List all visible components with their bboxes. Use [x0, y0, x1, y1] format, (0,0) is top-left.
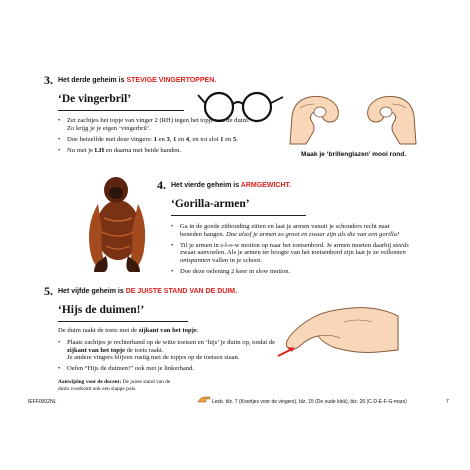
section-3-highlight: STEVIGE VINGERTOPPEN. [126, 77, 217, 84]
teacher-hand-icon [197, 395, 211, 404]
glasses-icon [197, 87, 285, 125]
list-item: • Ga in de goede zithouding zitten en laat je armen vanuit je schouders recht naar beneden hangen. Doe alsof je armen zo groot en zwaar zijn als die van een gorilla! [171, 223, 411, 238]
list-item: • Plaats zachtjes je rechterhand op de witte toetsen en ‘hijs’ je duim op, totdat de zijkant van het topje de toets raakt. Je andere vingers blijven rustig met de topjes op de toetsen staan. [58, 339, 283, 362]
footer-code: IEFF0002NL [28, 399, 57, 405]
list-item: • Nu met je LH en daarna met beide handen. [58, 147, 286, 155]
section-5-bullets [58, 339, 283, 376]
list-item: • Til je armen in s-l-o-w motion op naar het toetsenbord. Je armen moeten daarbij steeds zwaar aanvoelen. Als je armen ter hoogte van het toetsenbord zijn laat je ze volkomen ontspannen vallen in je schoot. [171, 242, 411, 265]
section-5-intro: Het vijfde geheim is DE JUISTE STAND VAN DE DUIM. [58, 288, 238, 295]
finger-glasses-hand-right-icon [350, 86, 420, 146]
section-5-number: 5. [44, 284, 53, 298]
section-3-caption: Maak je ‘brillenglazen’ mooi rond. [301, 151, 407, 158]
gorilla-illustration [84, 172, 150, 274]
page-number: 7 [446, 399, 449, 405]
section-3-title: ‘De vingerbril’ [58, 93, 132, 105]
section-4-intro: Het vierde geheim is ARMGEWICHT. [171, 182, 291, 189]
section-3-title-rule [58, 110, 184, 111]
section-5-title: ‘Hijs de duimen!’ [58, 304, 145, 316]
finger-glasses-hand-left-icon [286, 86, 348, 146]
section-3-intro: Het derde geheim is STEVIGE VINGERTOPPEN. [58, 77, 217, 84]
section-4-highlight: ARMGEWICHT. [240, 182, 291, 189]
thumb-hand-icon [274, 304, 400, 364]
teacher-note: Aanwijzing voor de docent: De juiste stand van de duim voorkomt ook een slappe pols. [58, 379, 171, 392]
list-item: • Doe hetzelfde met deze vingers: 1 en 3, 1 en 4, en tot slot 1 en 5. [58, 136, 286, 144]
list-item: • Oefen “Hijs de duimen!” ook met je linkerhand. [58, 365, 283, 373]
section-3-number: 3. [44, 73, 53, 87]
section-5-title-rule [58, 321, 188, 322]
teacher-note-label: Aanwijzing voor de docent: [58, 379, 122, 385]
section-4-title: ‘Gorilla-armen’ [171, 198, 250, 210]
list-item: • Doe deze oefening 2 keer in slow motion. [171, 268, 411, 276]
section-4-bullets [171, 223, 411, 279]
footer-references: Lesb. blz. 7 (Koortjes voor de vingers), blz. 15 (De oude klok), blz. 26 (C-D-E-F-G-mars) [212, 399, 407, 405]
section-4-number: 4. [157, 178, 166, 192]
list-item: • Zet zachtjes het topje van vinger 2 (RH) tegen het topje van de duim. Zo krijg je je eigen ‘vingerbril’. [58, 117, 286, 132]
section-4-title-rule [171, 215, 306, 216]
section-5-lead: De duim raakt de toets met de zijkant van het topje. [58, 327, 199, 334]
section-5-highlight: DE JUISTE STAND VAN DE DUIM. [125, 288, 238, 295]
